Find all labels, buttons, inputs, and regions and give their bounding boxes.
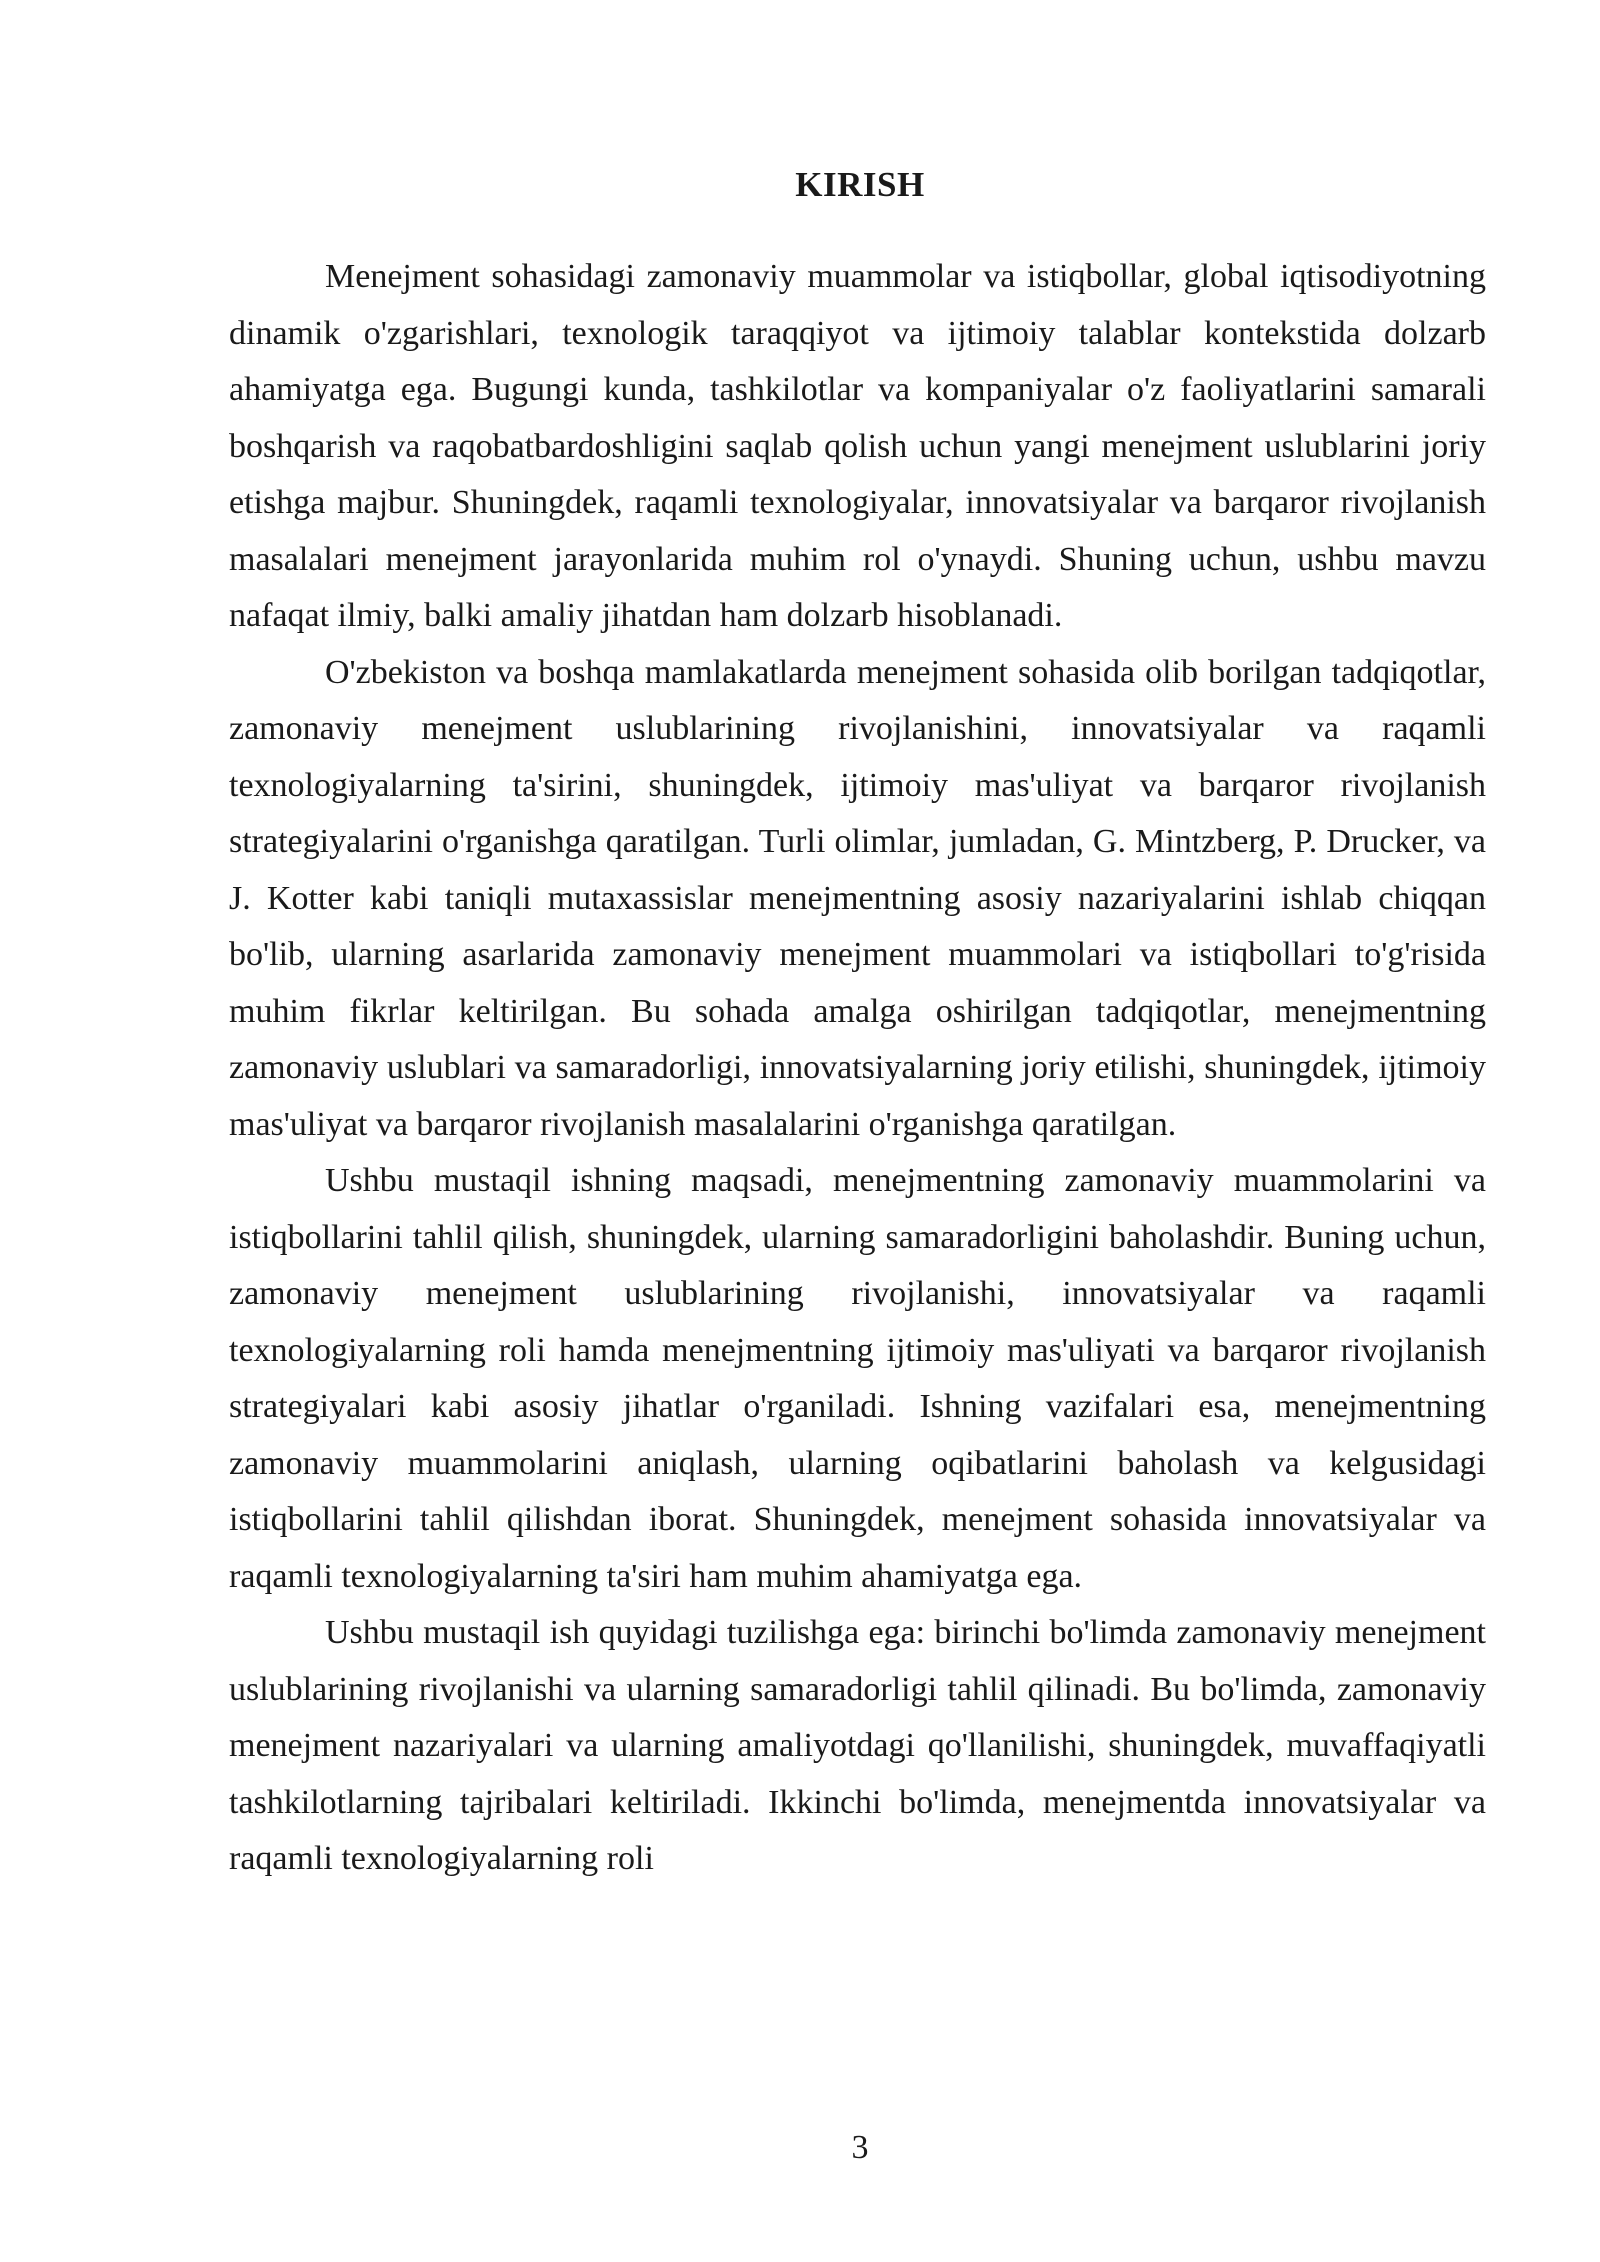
paragraph-structure: Ushbu mustaqil ish quyidagi tuzilishga ega: birinchi bo'limda zamonaviy menejment uslublarining rivojlanishi va ularning samaradorligi tahlil qilinadi. Bu bo'limda, zamonaviy menejment nazariyalari va ularning amaliyotdagi qo'llanilishi, shuningdek, muvaffaqiyatli tashkilotlarning tajribalari keltiriladi. Ikkinchi bo'limda, menejmentda innovatsiyalar va raqamli texnologiyalarning roli <box>229 1614 1486 1877</box>
paragraph-introduction: Menejment sohasidagi zamonaviy muammolar va istiqbollar, global iqtisodiyotning dinamik o'zgarishlari, texnologik taraqqiyot va ijtimoiy talablar kontekstida dolzarb ahamiyatga ega. Bugungi kunda, tashkilotlar va kompaniyalar o'z faoliyatlarini samarali boshqarish va raqobatbardoshligini saqlab qolish uchun yangi menejment uslublarini joriy etishga majbur. Shuningdek, raqamli texnologiyalar, innovatsiyalar va barqaror rivojlanish masalalari menejment jarayonlarida muhim rol o'ynaydi. Shuning uchun, ushbu mavzu nafaqat ilmiy, balki amaliy jihatdan ham dolzarb hisoblanadi. <box>229 258 1486 634</box>
section-heading: KIRISH <box>795 165 925 204</box>
paragraph-goals-and-tasks: Ushbu mustaqil ishning maqsadi, menejmentning zamonaviy muammolarini va istiqbollarini tahlil qilish, shuningdek, ularning samaradorligini baholashdir. Buning uchun, zamonaviy menejment uslublarining rivojlanishi, innovatsiyalar va raqamli texnologiyalarning roli hamda menejmentning ijtimoiy mas'uliyati va barqaror rivojlanish strategiyalari kabi asosiy jihatlar o'rganiladi. Ishning vazifalari esa, menejmentning zamonaviy muammolarini aniqlash, ularning oqibatlarini baholash va kelgusidagi istiqbollarini tahlil qilishdan iborat. Shuningdek, menejment sohasida innovatsiyalar va raqamli texnologiyalarning ta'siri ham muhim ahamiyatga ega. <box>229 1162 1486 1595</box>
page-number: 3 <box>851 2129 869 2166</box>
paragraph-research-background: O'zbekiston va boshqa mamlakatlarda menejment sohasida olib borilgan tadqiqotlar, zamonaviy menejment uslublarining rivojlanishini, innovatsiyalar va raqamli texnologiyalarning ta'sirini, shuningdek, ijtimoiy mas'uliyat va barqaror rivojlanish strategiyalarini o'rganishga qaratilgan. Turli olimlar, jumladan, G. Mintzberg, P. Drucker, va J. Kotter kabi taniqli mutaxassislar menejmentning asosiy nazariyalarini ishlab chiqqan bo'lib, ularning asarlarida zamonaviy menejment muammolari va istiqbollari to'g'risida muhim fikrlar keltirilgan. Bu sohada amalga oshirilgan tadqiqotlar, menejmentning zamonaviy uslublari va samaradorligi, innovatsiyalarning joriy etilishi, shuningdek, ijtimoiy mas'uliyat va barqaror rivojlanish masalalarini o'rganishga qaratilgan. <box>229 653 1486 1143</box>
body-text <box>229 249 1486 1888</box>
